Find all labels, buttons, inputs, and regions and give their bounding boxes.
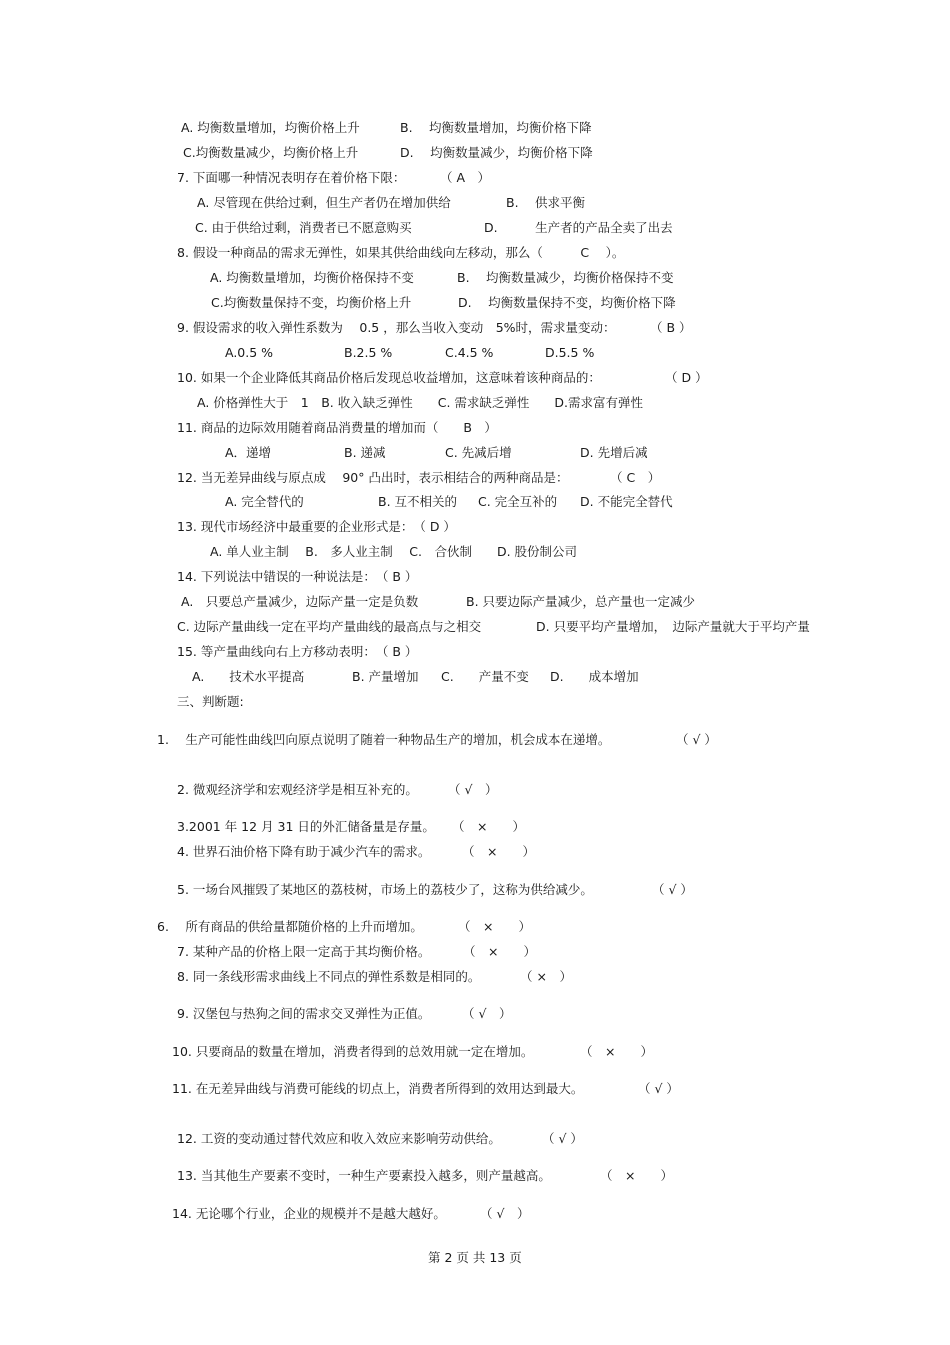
option-d: D.5.5 % bbox=[545, 345, 595, 360]
tf-item-answer: （ × ） bbox=[600, 1168, 673, 1183]
option-c: C.4.5 % bbox=[445, 345, 494, 360]
option-b: B. 互不相关的 bbox=[378, 494, 458, 509]
question-stem: 14. 下列说法中错误的一种说法是： （ B ） bbox=[177, 569, 418, 584]
option-a: A. 均衡数量增加，均衡价格保持不变 bbox=[210, 270, 414, 285]
option-b: B. 均衡数量减少，均衡价格保持不变 bbox=[457, 270, 674, 285]
tf-item-text: 4. 世界石油价格下降有助于减少汽车的需求。 bbox=[177, 844, 431, 859]
option-d: D. 均衡数量减少，均衡价格下降 bbox=[400, 145, 593, 160]
option-c: C. 产量不变 bbox=[441, 669, 529, 684]
tf-item-text: 2. 微观经济学和宏观经济学是相互补充的。 bbox=[177, 782, 418, 797]
option-d: D. 先增后减 bbox=[580, 445, 648, 460]
question-answer: （ B ） bbox=[650, 320, 692, 335]
option-b: B. 只要边际产量减少，总产量也一定减少 bbox=[466, 594, 696, 609]
tf-item-answer: （ √ ） bbox=[480, 1206, 530, 1221]
option-a: A. 技术水平提高 bbox=[192, 669, 305, 684]
tf-item-text: 7. 某种产品的价格上限一定高于其均衡价格。 bbox=[177, 944, 431, 959]
question-stem: 10. 如果一个企业降低其商品价格后发现总收益增加，这意味着该种商品的： bbox=[177, 370, 601, 385]
question-answer: （ D ） bbox=[665, 370, 708, 385]
tf-item-text: 14. 无论哪个行业，企业的规模并不是越大越好。 bbox=[172, 1206, 446, 1221]
option-c: C. 由于供给过剩，消费者已不愿意购买 bbox=[195, 220, 412, 235]
question-stem: 11. 商品的边际效用随着商品消费量的增加而（ B ） bbox=[177, 420, 497, 435]
question-stem: 15. 等产量曲线向右上方移动表明： （ B ） bbox=[177, 644, 418, 659]
option-row: A. 价格弹性大于 1 B. 收入缺乏弹性 C. 需求缺乏弹性 D.需求富有弹性 bbox=[197, 395, 644, 410]
option-d: D. 生产者的产品全卖了出去 bbox=[484, 220, 673, 235]
question-stem: 7. 下面哪一种情况表明存在着价格下限： bbox=[177, 170, 406, 185]
option-c: C. 边际产量曲线一定在平均产量曲线的最高点与之相交 bbox=[177, 619, 482, 634]
option-d: D. 只要平均产量增加， 边际产量就大于平均产量 bbox=[536, 619, 810, 634]
tf-item-text: 9. 汉堡包与热狗之间的需求交叉弹性为正值。 bbox=[177, 1006, 431, 1021]
question-stem: 8. 假设一种商品的需求无弹性，如果其供给曲线向左移动，那么（ C ）。 bbox=[177, 245, 625, 260]
section-heading: 三、判断题: bbox=[177, 694, 244, 709]
option-b: B. 供求平衡 bbox=[506, 195, 586, 210]
tf-item-text: 13. 当其他生产要素不变时，一种生产要素投入越多，则产量越高。 bbox=[177, 1168, 551, 1183]
tf-item-text: 3.2001 年 12 月 31 日的外汇储备量是存量。 bbox=[177, 819, 435, 834]
tf-item-text: 10. 只要商品的数量在增加，消费者得到的总效用就一定在增加。 bbox=[172, 1044, 534, 1059]
tf-item-answer: （ × ） bbox=[452, 819, 525, 834]
tf-item-text: 6. 所有商品的供给量都随价格的上升而增加。 bbox=[157, 919, 423, 934]
question-answer: （ A ） bbox=[440, 170, 491, 185]
option-d: D. 均衡数量保持不变，均衡价格下降 bbox=[458, 295, 676, 310]
question-answer: （ C ） bbox=[610, 470, 661, 485]
tf-item-answer: （ √ ） bbox=[652, 882, 693, 897]
tf-item-text: 8. 同一条线形需求曲线上不同点的弹性系数是相同的。 bbox=[177, 969, 481, 984]
tf-item-text: 1. 生产可能性曲线凹向原点说明了随着一种物品生产的增加，机会成本在递增。 bbox=[157, 732, 611, 747]
tf-item-answer: （ √ ） bbox=[676, 732, 717, 747]
tf-item-answer: （ × ） bbox=[463, 944, 536, 959]
tf-item-answer: （ × ） bbox=[458, 919, 531, 934]
option-c: C.均衡数量保持不变，均衡价格上升 bbox=[211, 295, 412, 310]
tf-item-text: 11. 在无差异曲线与消费可能线的切点上，消费者所得到的效用达到最大。 bbox=[172, 1081, 584, 1096]
tf-item-answer: （ √ ） bbox=[448, 782, 498, 797]
option-a: A. 只要总产量减少，边际产量一定是负数 bbox=[181, 594, 419, 609]
option-b: B. 均衡数量增加，均衡价格下降 bbox=[400, 120, 592, 135]
option-a: A．递增 bbox=[225, 445, 272, 460]
option-a: A. 尽管现在供给过剩，但生产者仍在增加供给 bbox=[197, 195, 451, 210]
option-b: B. 递减 bbox=[344, 445, 386, 460]
option-a: A. 均衡数量增加，均衡价格上升 bbox=[181, 120, 360, 135]
tf-item-answer: （ √ ） bbox=[462, 1006, 512, 1021]
tf-item-text: 5. 一场台风摧毁了某地区的荔枝树，市场上的荔枝少了，这称为供给减少。 bbox=[177, 882, 593, 897]
option-c: C. 完全互补的 bbox=[478, 494, 558, 509]
option-d: D. 成本增加 bbox=[550, 669, 639, 684]
tf-item-answer: （ √ ） bbox=[542, 1131, 583, 1146]
tf-item-answer: （ × ） bbox=[462, 844, 535, 859]
tf-item-answer: （ × ） bbox=[520, 969, 572, 984]
option-a: A. 完全替代的 bbox=[225, 494, 304, 509]
tf-item-answer: （ × ） bbox=[580, 1044, 653, 1059]
option-b: B. 产量增加 bbox=[352, 669, 419, 684]
question-stem: 13. 现代市场经济中最重要的企业形式是： （ D ） bbox=[177, 519, 456, 534]
option-c: C. 先减后增 bbox=[445, 445, 512, 460]
option-c: C.均衡数量减少，均衡价格上升 bbox=[183, 145, 359, 160]
question-stem: 12. 当无差异曲线与原点成 90° 凸出时，表示相结合的两种商品是： bbox=[177, 470, 569, 485]
option-row: A. 单人业主制 B. 多人业主制 C. 合伙制 D. 股份制公司 bbox=[210, 544, 578, 559]
option-b: B.2.5 % bbox=[344, 345, 393, 360]
page-number: 第 2 页 共 13 页 bbox=[428, 1250, 522, 1265]
tf-item-answer: （ √ ） bbox=[638, 1081, 679, 1096]
option-a: A.0.5 % bbox=[225, 345, 274, 360]
question-stem: 9. 假设需求的收入弹性系数为 0.5 ，那么当收入变动 5%时，需求量变动： bbox=[177, 320, 616, 335]
tf-item-text: 12. 工资的变动通过替代效应和收入效应来影响劳动供给。 bbox=[177, 1131, 501, 1146]
option-d: D. 不能完全替代 bbox=[580, 494, 673, 509]
